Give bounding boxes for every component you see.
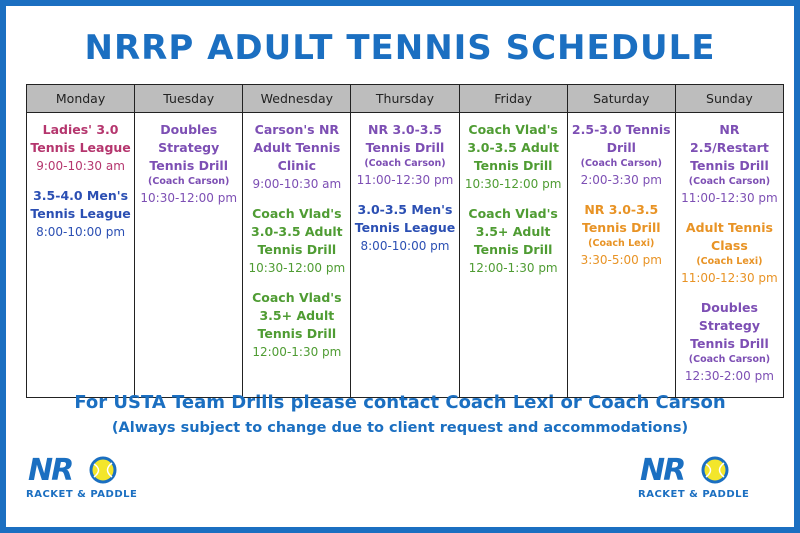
schedule-event [571, 121, 672, 189]
day-header-wednesday: Wednesday [243, 85, 351, 113]
day-cell-wednesday [243, 113, 351, 398]
event-time: 8:00-10:00 pm [36, 225, 126, 239]
event-time: 9:00-10:30 am [252, 177, 342, 191]
event-coach: (Coach Carson) [364, 158, 446, 169]
day-header-thursday: Thursday [351, 85, 459, 113]
event-time: 3:30-5:00 pm [580, 253, 662, 267]
event-title: Adult Tennis Class [685, 220, 773, 253]
event-time: 10:30-12:00 pm [140, 191, 238, 205]
schedule-event [246, 205, 347, 277]
event-time: 12:00-1:30 pm [468, 261, 558, 275]
event-title: NR 3.0-3.5 Tennis Drill [365, 122, 445, 155]
schedule-event [354, 201, 455, 255]
day-cell-saturday [567, 113, 675, 398]
day-header-tuesday: Tuesday [135, 85, 243, 113]
event-coach: (Coach Lexi) [588, 238, 655, 249]
day-cell-tuesday [135, 113, 243, 398]
schedule-event [679, 299, 780, 385]
event-time: 12:30-2:00 pm [684, 369, 774, 383]
event-time: 9:00-10:30 am [36, 159, 125, 173]
day-header-friday: Friday [459, 85, 567, 113]
disclaimer-note: (Always subject to change due to client request and accommodations) [111, 420, 689, 436]
event-title: NR 2.5/Restart Tennis Drill [690, 122, 769, 173]
day-header-monday: Monday [27, 85, 135, 113]
event-time: 11:00-12:30 pm [356, 173, 454, 187]
event-title: Coach Vlad's 3.5+ Adult Tennis Drill [252, 290, 342, 341]
tennis-ball-icon [88, 455, 118, 485]
schedule-event [571, 201, 672, 269]
event-title: Doubles Strategy Tennis Drill [690, 300, 769, 351]
day-header-saturday: Saturday [567, 85, 675, 113]
day-header-row [27, 85, 784, 113]
schedule-event [138, 121, 239, 207]
schedule-event [30, 121, 131, 175]
event-title: Coach Vlad's 3.0-3.5 Adult Tennis Drill [251, 206, 343, 257]
event-coach: (Coach Carson) [688, 176, 771, 187]
event-title: 3.0-3.5 Men's Tennis League [354, 202, 456, 235]
event-title: 2.5-3.0 Tennis Drill [571, 122, 671, 155]
logo-mark: NR [640, 453, 685, 488]
schedule-event [463, 205, 564, 277]
tennis-ball-icon [700, 455, 730, 485]
schedule-event [679, 219, 780, 287]
event-coach: (Coach Carson) [580, 158, 662, 169]
schedule-event [246, 121, 347, 193]
day-events-row [27, 113, 784, 398]
event-coach: (Coach Lexi) [696, 256, 763, 267]
event-time: 10:30-12:00 pm [464, 177, 562, 191]
event-title: 3.5-4.0 Men's Tennis League [30, 188, 131, 221]
day-cell-sunday [675, 113, 783, 398]
event-coach: (Coach Carson) [688, 354, 771, 365]
day-cell-thursday [351, 113, 459, 398]
event-time: 8:00-10:00 pm [360, 239, 450, 253]
day-cell-friday [459, 113, 567, 398]
event-time: 11:00-12:30 pm [681, 191, 778, 205]
event-title: Doubles Strategy Tennis Drill [149, 122, 229, 173]
day-header-sunday: Sunday [675, 85, 783, 113]
event-title: Coach Vlad's 3.5+ Adult Tennis Drill [468, 206, 558, 257]
event-title: Coach Vlad's 3.0-3.5 Adult Tennis Drill [467, 122, 559, 173]
page-title: NRRP ADULT TENNIS SCHEDULE [84, 28, 716, 68]
schedule-event [679, 121, 780, 207]
logo-tagline: RACKET & PADDLE [638, 489, 750, 500]
schedule-event [463, 121, 564, 193]
day-cell-monday [27, 113, 135, 398]
event-time: 11:00-12:30 pm [681, 271, 778, 285]
logo-left [26, 453, 144, 505]
logo-mark: NR [28, 453, 73, 488]
schedule-event [354, 121, 455, 189]
event-time: 2:00-3:30 pm [580, 173, 662, 187]
event-title: Carson's NR Adult Tennis Clinic [253, 122, 341, 173]
schedule-poster [6, 6, 794, 527]
contact-note: For USTA Team Drills please contact Coach Lexi or Coach Carson [74, 392, 726, 413]
event-time: 10:30-12:00 pm [248, 261, 346, 275]
schedule-table [26, 84, 784, 398]
event-time: 12:00-1:30 pm [252, 345, 342, 359]
event-title: NR 3.0-3.5 Tennis Drill [581, 202, 661, 235]
logo-right [638, 453, 756, 505]
schedule-event [246, 289, 347, 361]
logo-tagline: RACKET & PADDLE [26, 489, 138, 500]
event-coach: (Coach Carson) [148, 176, 230, 187]
schedule-event [30, 187, 131, 241]
event-title: Ladies' 3.0 Tennis League [30, 122, 131, 155]
